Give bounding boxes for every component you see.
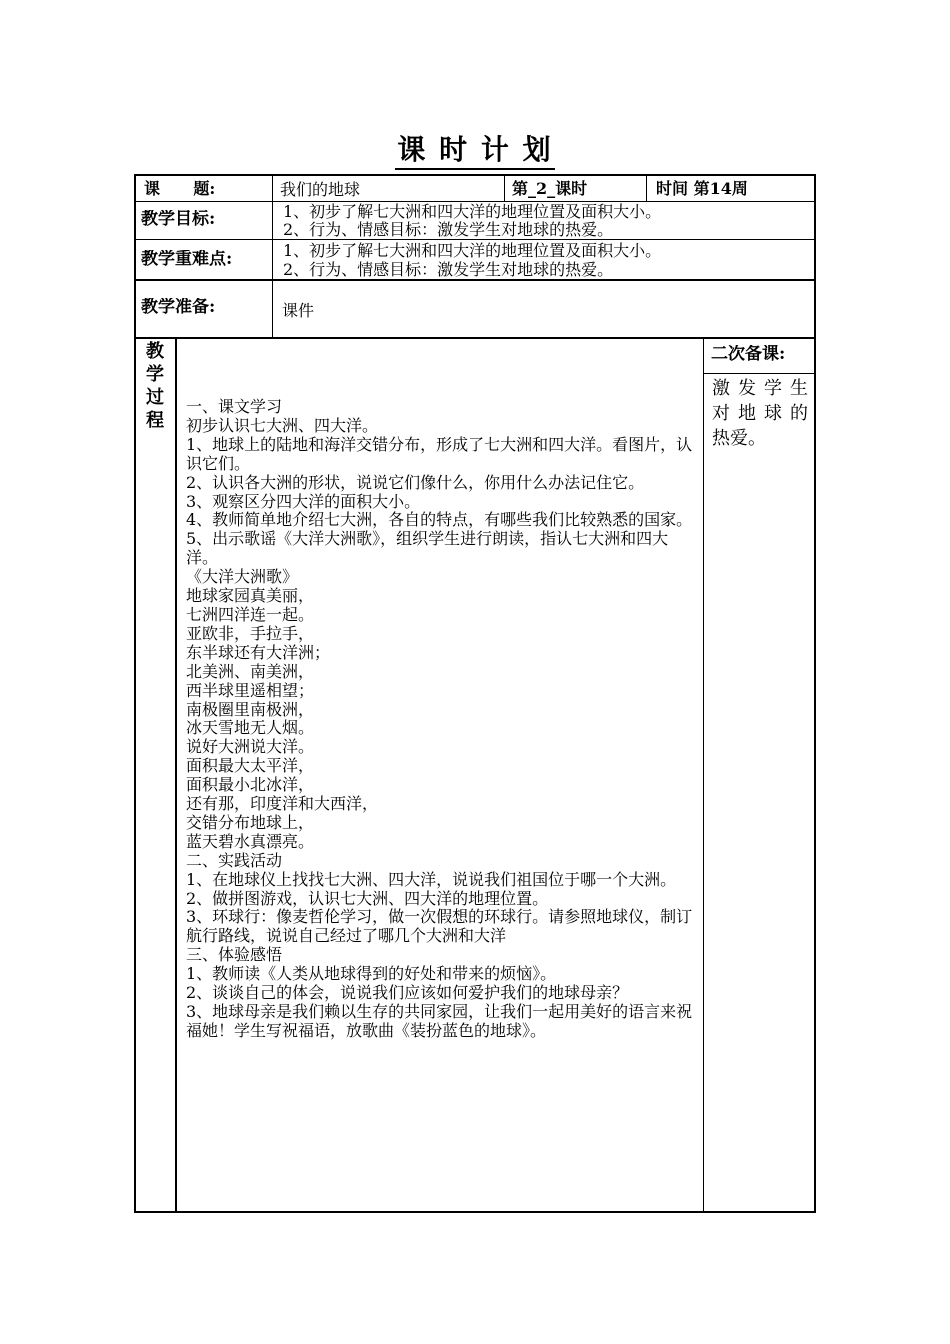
row-divider	[134, 279, 816, 281]
process-line: 冰天雪地无人烟。	[186, 718, 315, 738]
process-line: 交错分布地球上，	[186, 812, 315, 832]
key-points-line-1: 1、初步了解七大洲和四大洋的地理位置及面积大小。	[283, 241, 662, 260]
process-line: 三、体验感悟	[186, 945, 283, 965]
process-line: 1、教师读《人类从地球得到的好处和带来的烦恼》。	[186, 964, 557, 984]
process-label-char: 教	[146, 341, 164, 362]
objectives-line-1: 1、初步了解七大洲和四大洋的地理位置及面积大小。	[283, 202, 662, 221]
col-divider	[175, 337, 177, 1213]
secondary-prep-label: 二次备课:	[711, 345, 786, 364]
process-line: 面积最小北冰洋，	[186, 775, 315, 795]
row-divider	[134, 239, 816, 240]
preparation-value: 课件	[282, 301, 315, 320]
process-line: 还有那，印度洋和大西洋，	[186, 794, 379, 814]
note-line: 热爱。	[712, 428, 766, 449]
process-label	[141, 340, 169, 432]
col-divider	[703, 337, 704, 1213]
process-line: 5、出示歌谣《大洋大洲歌》，组织学生进行朗读，指认七大洲和四大洋。	[186, 529, 669, 568]
process-line: 一、课文学习	[186, 397, 283, 416]
row-divider	[134, 337, 816, 339]
process-line: 2、认识各大洲的形状，说说它们像什么，你用什么办法记住它。	[186, 472, 645, 492]
table-border-left	[134, 174, 136, 1213]
process-label-char: 程	[146, 410, 164, 431]
table-border-top	[134, 174, 816, 176]
process-line: 《大洋大洲歌》	[186, 567, 299, 587]
process-line: 地球家园真美丽，	[186, 586, 315, 606]
process-line: 西半球里遥相望；	[186, 680, 315, 700]
key-points-line-2: 2、行为、情感目标：激发学生对地球的热爱。	[283, 260, 614, 279]
process-line: 2、谈谈自己的体会，说说我们应该如何爱护我们的地球母亲？	[186, 983, 629, 1003]
row-divider	[703, 373, 816, 374]
page-title: 课 时 计 划	[0, 128, 950, 168]
key-points-label: 教学重难点:	[141, 250, 233, 269]
process-line: 4、教师简单地介绍七大洲，各自的特点，有哪些我们比较熟悉的国家。	[186, 510, 693, 530]
process-line: 北美洲、南美洲，	[186, 661, 315, 681]
lesson-number: 第_2_课时	[512, 179, 588, 198]
process-line: 二、实践活动	[186, 850, 283, 870]
process-line: 东半球还有大洋洲；	[186, 642, 331, 662]
secondary-prep-note	[712, 376, 808, 451]
process-label-char: 学	[146, 364, 164, 385]
preparation-label: 教学准备:	[141, 298, 216, 317]
process-line: 初步认识七大洲、四大洋。	[186, 415, 379, 435]
process-line: 蓝天碧水真漂亮。	[186, 831, 315, 851]
process-line: 七洲四洋连一起。	[186, 604, 315, 624]
process-label-char: 过	[146, 387, 164, 408]
process-line: 南极圈里南极洲，	[186, 699, 315, 719]
table-border-bottom	[134, 1211, 816, 1213]
topic-value: 我们的地球	[280, 180, 361, 199]
topic-label: 课 题:	[144, 179, 216, 198]
note-line: 对地球的	[712, 403, 808, 424]
process-line: 1、地球上的陆地和海洋交错分布，形成了七大洲和四大洋。看图片，认识它们。	[186, 434, 693, 473]
week-label: 时间 第14周	[656, 179, 748, 198]
process-content	[186, 398, 696, 1041]
process-line: 亚欧非，手拉手，	[186, 623, 315, 643]
process-line: 2、做拼图游戏，认识七大洲、四大洋的地理位置。	[186, 888, 549, 908]
process-line: 说好大洲说大洋。	[186, 737, 315, 757]
process-line: 3、环球行：像麦哲伦学习，做一次假想的环球行。请参照地球仪，制订航行路线，说说自己经过了哪几个大洲和大洋	[186, 907, 693, 946]
note-line: 激发学生	[712, 378, 808, 399]
process-line: 面积最大太平洋，	[186, 756, 315, 776]
objectives-label: 教学目标:	[141, 210, 216, 229]
process-line: 3、观察区分四大洋的面积大小。	[186, 491, 421, 511]
process-line: 1、在地球仪上找找七大洲、四大洋，说说我们祖国位于哪一个大洲。	[186, 869, 677, 889]
col-divider	[646, 174, 647, 202]
col-divider	[272, 174, 273, 339]
process-line: 3、地球母亲是我们赖以生存的共同家园，让我们一起用美好的语言来祝福她！学生写祝福语，放歌曲《装扮蓝色的地球》。	[186, 1002, 693, 1040]
table-border-right	[814, 174, 816, 1213]
col-divider	[504, 174, 505, 202]
objectives-line-2: 2、行为、情感目标：激发学生对地球的热爱。	[283, 220, 614, 239]
